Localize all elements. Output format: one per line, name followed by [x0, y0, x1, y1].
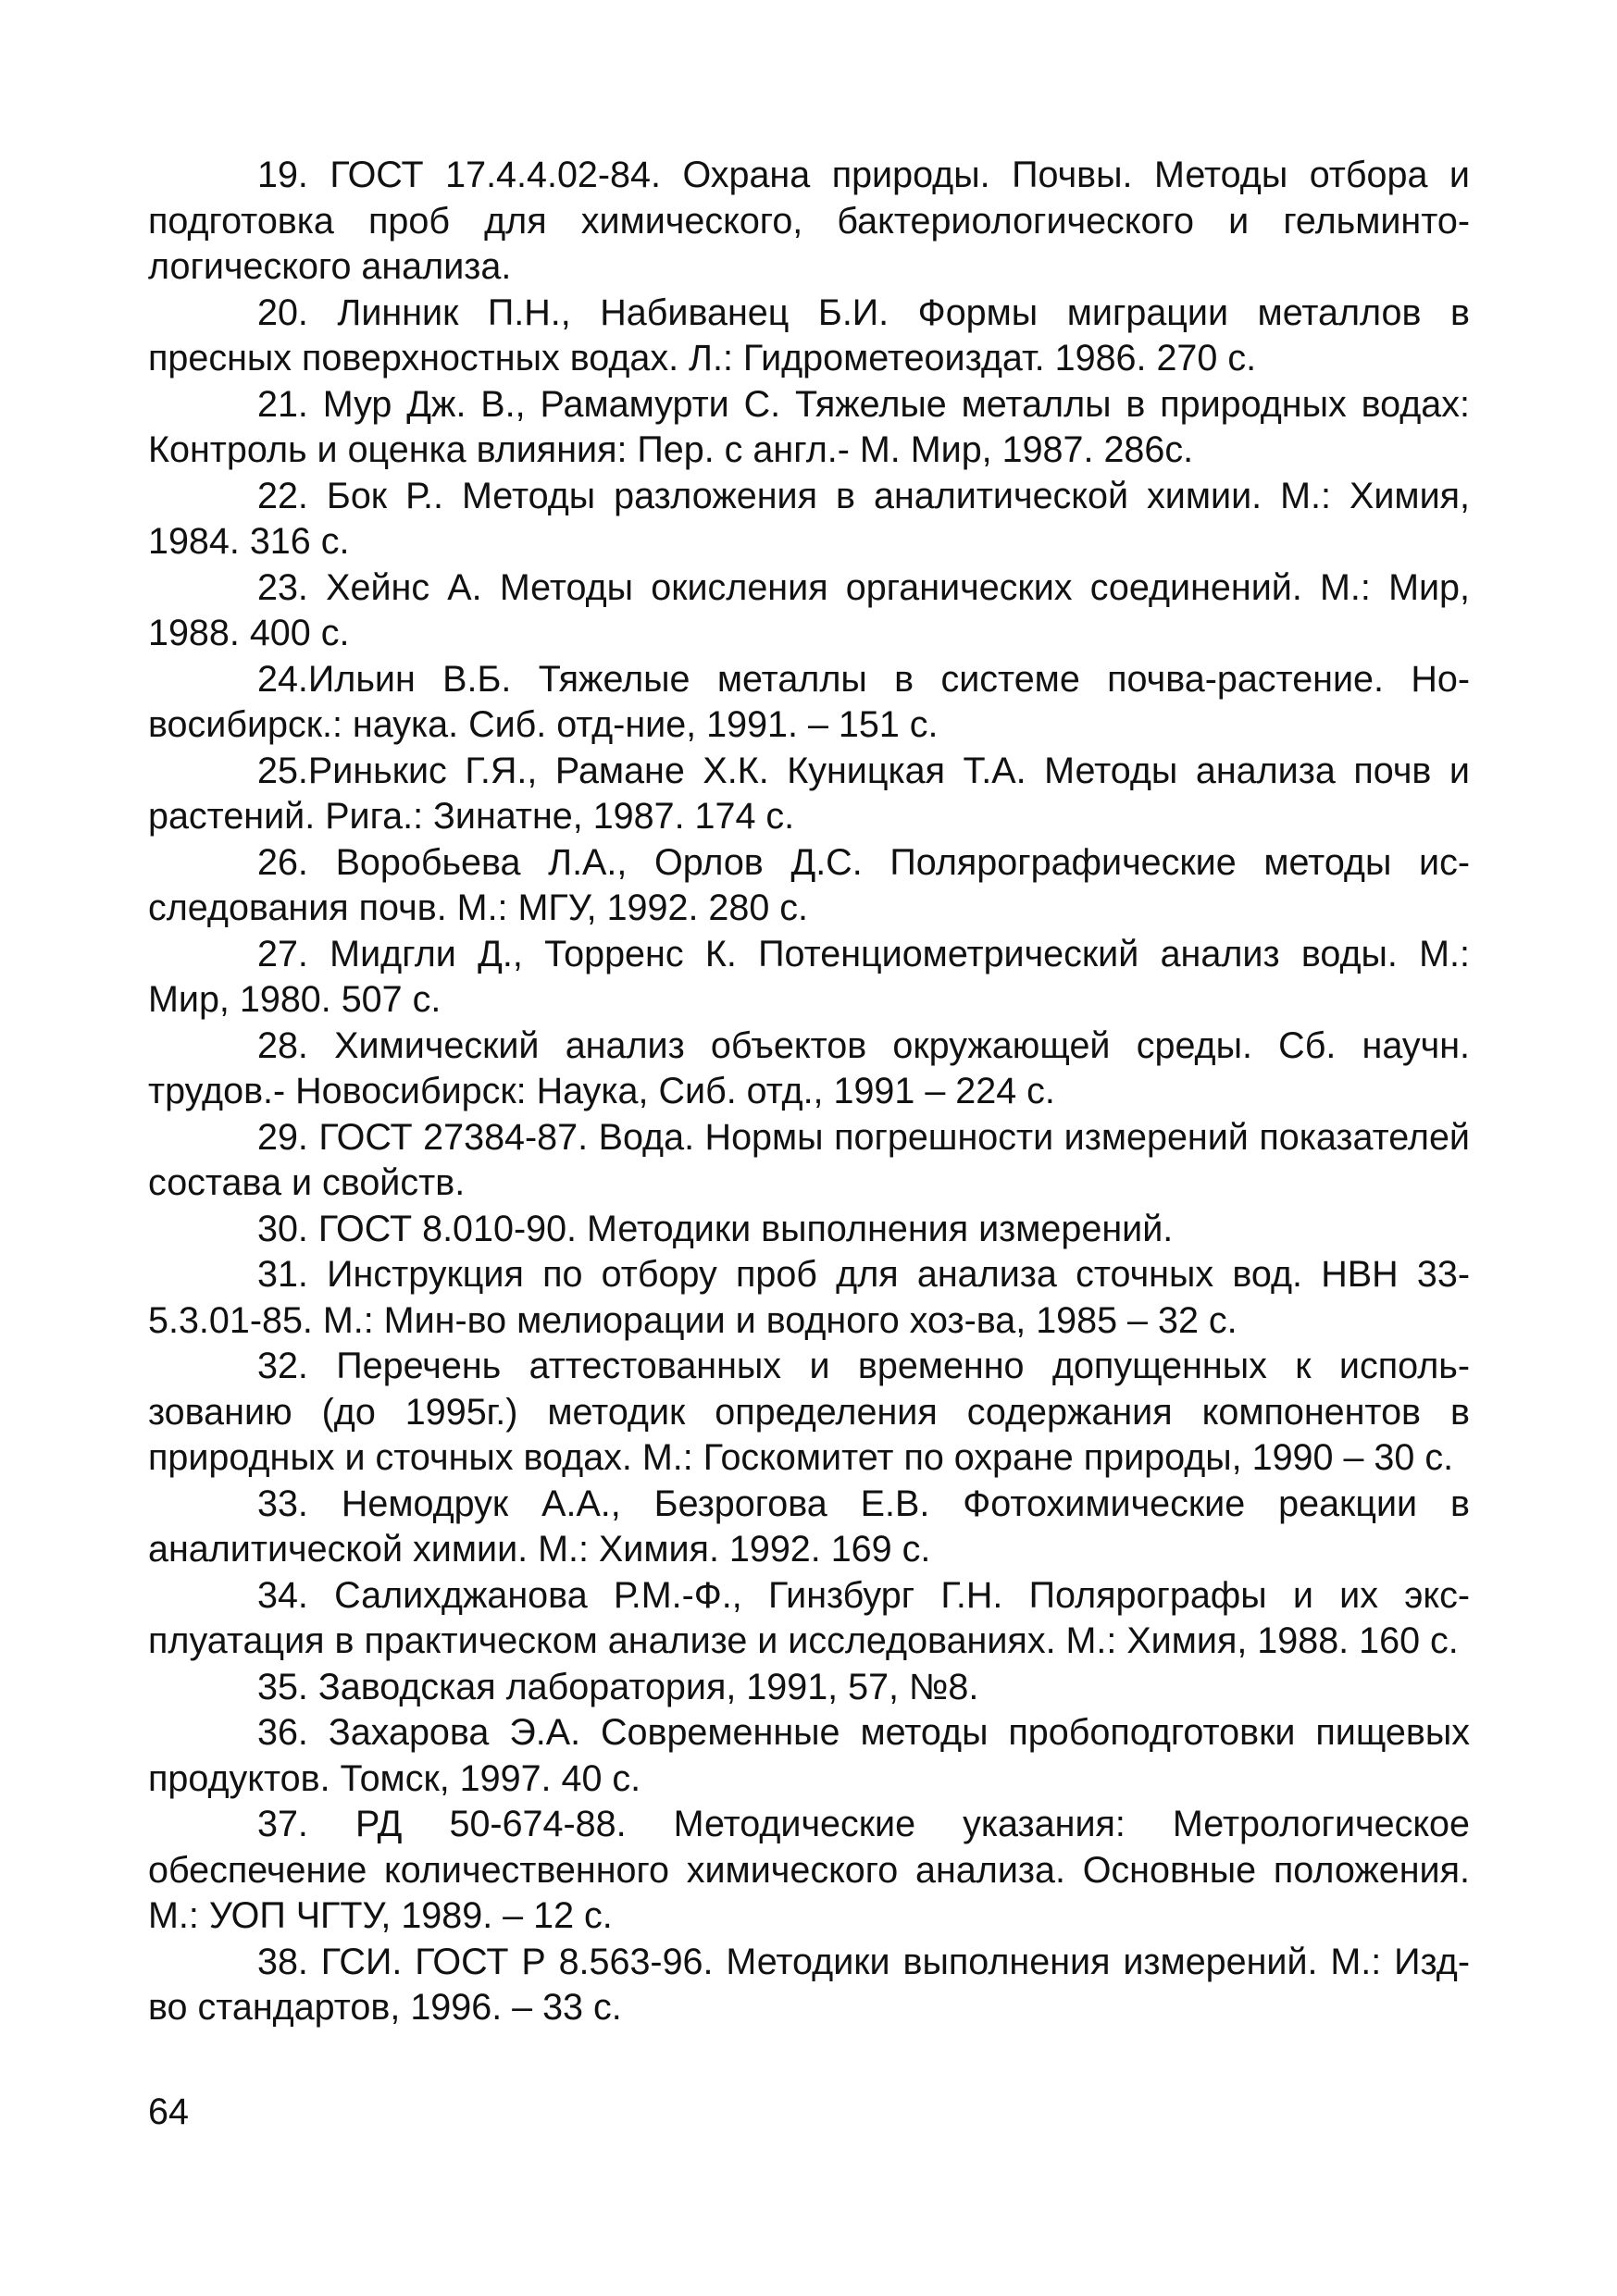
reference-item: 19. ГОСТ 17.4.4.02-84. Охрана природы. Почвы. Методы отбора и подготовка проб для химического, бактериологического и гельминтологического анализа. [148, 155, 1470, 287]
reference-item: 37. РД 50-674-88. Методические указания: Метрологическое обеспечение количественного химического анализа. Основные положения. М.: УОП ЧГТУ, 1989. – 12 с. [148, 1804, 1470, 1936]
reference-item: 24.Ильин В.Б. Тяжелые металлы в системе почва-растение. Новосибирск.: наука. Сиб. отд-ние, 1991. – 151 с. [148, 658, 1470, 745]
reference-item: 29. ГОСТ 27384-87. Вода. Нормы погрешности измерений показателей состава и свойств. [148, 1116, 1470, 1203]
reference-item: 28. Химический анализ объектов окружающей среды. Сб. научн. трудов.- Новосибирск: Наука, Сиб. отд., 1991 – 224 с. [148, 1024, 1470, 1111]
reference-item: 23. Хейнс А. Методы окисления органических соединений. М.: Мир, 1988. 400 с. [148, 566, 1470, 653]
page-number: 64 [148, 2091, 189, 2132]
reference-item: 31. Инструкция по отбору проб для анализа сточных вод. НВН 33-5.3.01-85. М.: Мин-во мелиорации и водного хоз-ва, 1985 – 32 с. [148, 1254, 1470, 1341]
reference-item: 22. Бок Р.. Методы разложения в аналитической химии. М.: Химия, 1984. 316 с. [148, 475, 1470, 562]
reference-item: 35. Заводская лаборатория, 1991, 57, №8. [257, 1666, 979, 1707]
reference-item: 25.Ринькис Г.Я., Рамане Х.К. Куницкая Т.А. Методы анализа почв и растений. Рига.: Зинатне, 1987. 174 с. [148, 750, 1470, 837]
reference-item: 36. Захарова Э.А. Современные методы пробоподготовки пищевых продуктов. Томск, 1997. 40 с. [148, 1712, 1470, 1799]
reference-item: 27. Мидгли Д., Торренс К. Потенциометрический анализ воды. М.: Мир, 1980. 507 с. [148, 933, 1470, 1020]
reference-list [148, 153, 1470, 2031]
reference-item: 20. Линник П.Н., Набиванец Б.И. Формы миграции металлов в пресных поверхностных водах. Л.: Гидрометеоиздат. 1986. 270 с. [148, 292, 1470, 379]
reference-item: 30. ГОСТ 8.010-90. Методики выполнения измерений. [257, 1208, 1174, 1249]
reference-item: 32. Перечень аттестованных и временно допущенных к использованию (до 1995г.) методик определения содержания компонентов в природных и сточных водах. М.: Госкомитет по охране природы, 1990 – 30 с. [148, 1346, 1470, 1478]
reference-item: 26. Воробьева Л.А., Орлов Д.С. Полярографические методы исследования почв. М.: МГУ, 1992. 280 с. [148, 841, 1470, 928]
reference-item: 33. Немодрук А.А., Безрогова Е.В. Фотохимические реакции в аналитической химии. М.: Химия. 1992. 169 с. [148, 1483, 1470, 1570]
reference-item: 21. Мур Дж. В., Рамамурти С. Тяжелые металлы в природных водах: Контроль и оценка влияния: Пер. с англ.- М. Мир, 1987. 286с. [148, 383, 1470, 470]
reference-item: 34. Салихджанова Р.М.-Ф., Гинзбург Г.Н. Полярографы и их эксплуатация в практическом анализе и исследованиях. М.: Химия, 1988. 160 с. [148, 1574, 1470, 1661]
reference-item: 38. ГСИ. ГОСТ Р 8.563-96. Методики выполнения измерений. М.: Изд-во стандартов, 1996. – 33 с. [148, 1941, 1470, 2028]
